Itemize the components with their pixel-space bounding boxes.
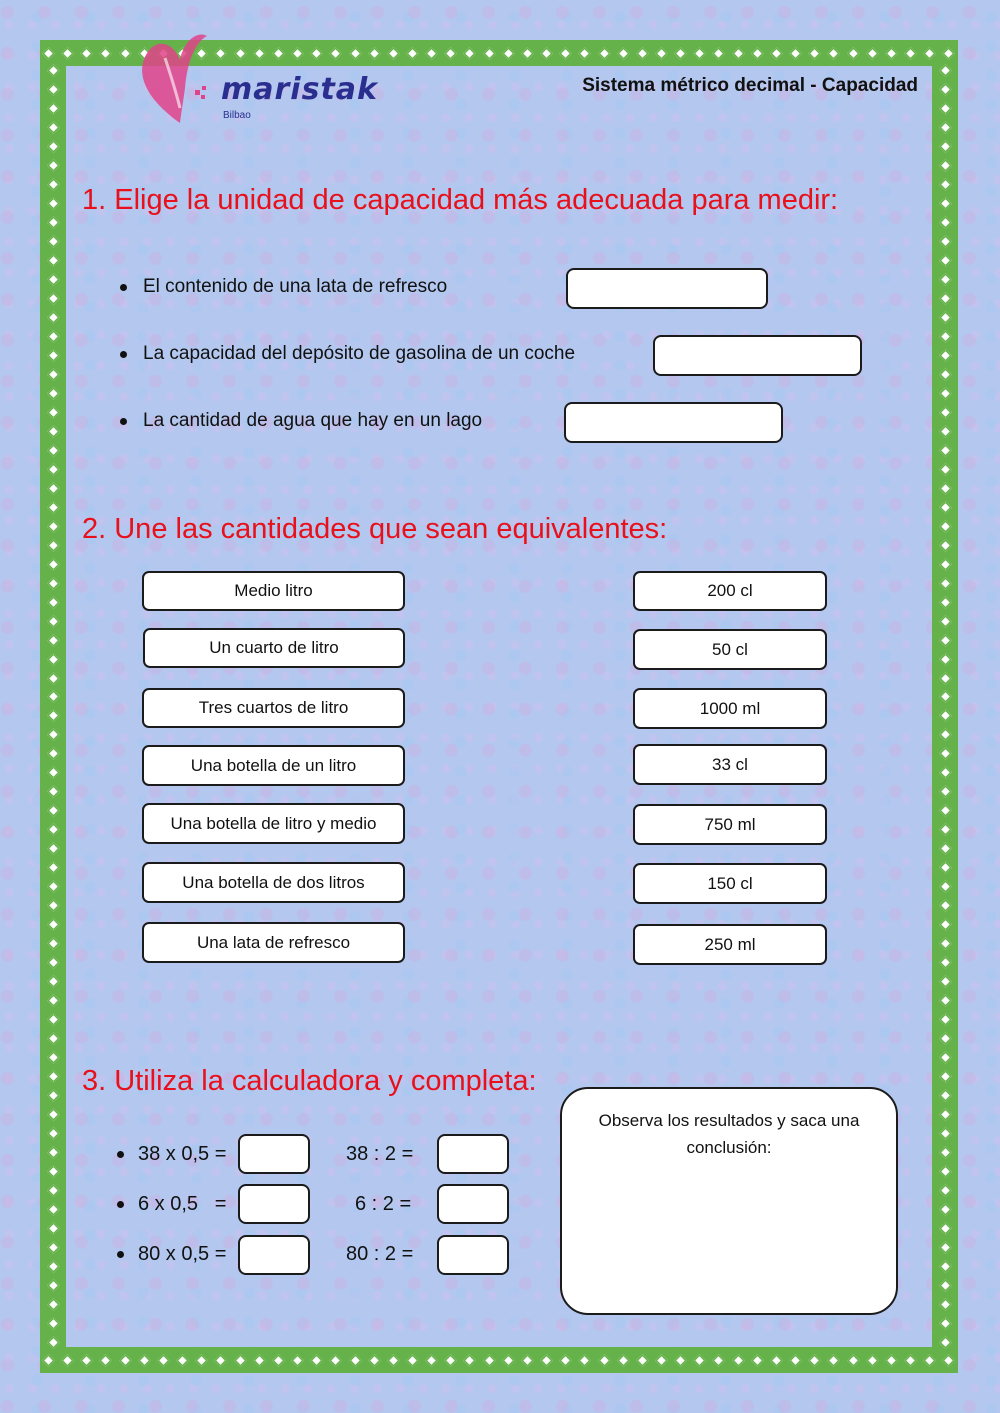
border-diamond-icon — [939, 558, 952, 571]
calc-div-label: 80 : 2 = — [346, 1243, 414, 1265]
calc-mult-label: 80 x 0,5 = — [138, 1243, 227, 1265]
border-diamonds-right — [932, 66, 958, 1347]
border-diamond-icon — [939, 899, 952, 912]
border-diamond-icon — [47, 1336, 60, 1349]
border-diamond-icon — [406, 1354, 419, 1367]
border-diamond-icon — [939, 178, 952, 191]
border-diamond-icon — [939, 634, 952, 647]
border-diamond-icon — [655, 1354, 668, 1367]
border-diamond-icon — [939, 1317, 952, 1330]
border-diamond-icon — [885, 47, 898, 60]
border-diamond-icon — [47, 1241, 60, 1254]
border-diamond-icon — [939, 444, 952, 457]
calc-div-label: 38 : 2 = — [346, 1143, 414, 1165]
border-diamond-icon — [47, 842, 60, 855]
section2-title: 2. Une las cantidades que sean equivalentes: — [82, 513, 668, 545]
border-diamond-icon — [47, 501, 60, 514]
border-diamond-icon — [47, 1260, 60, 1273]
border-diamond-icon — [770, 1354, 783, 1367]
border-diamond-icon — [47, 748, 60, 761]
match-right-item[interactable]: 1000 ml — [633, 688, 827, 729]
border-diamond-icon — [939, 1089, 952, 1102]
border-diamond-icon — [272, 1354, 285, 1367]
border-diamond-icon — [866, 1354, 879, 1367]
border-diamond-icon — [47, 691, 60, 704]
border-diamond-icon — [47, 520, 60, 533]
border-diamond-icon — [47, 1051, 60, 1064]
answer-box-lata[interactable] — [566, 268, 768, 309]
border-diamond-icon — [939, 368, 952, 381]
border-diamond-icon — [939, 463, 952, 476]
heart-logo-icon — [135, 28, 225, 128]
border-diamond-icon — [349, 1354, 362, 1367]
match-right-item[interactable]: 250 ml — [633, 924, 827, 965]
border-diamond-icon — [617, 1354, 630, 1367]
border-diamond-icon — [939, 349, 952, 362]
border-diamond-icon — [47, 786, 60, 799]
border-diamond-icon — [521, 1354, 534, 1367]
match-left-item[interactable]: Tres cuartos de litro — [142, 688, 405, 728]
logo-text: maristak — [221, 72, 378, 107]
border-diamond-icon — [939, 482, 952, 495]
border-diamond-icon — [847, 47, 860, 60]
border-diamond-icon — [939, 1241, 952, 1254]
border-diamond-icon — [47, 425, 60, 438]
match-left-item[interactable]: Una botella de un litro — [142, 745, 405, 786]
border-diamond-icon — [942, 47, 955, 60]
border-diamond-icon — [80, 1354, 93, 1367]
border-diamond-icon — [939, 577, 952, 590]
match-left-item[interactable]: Una lata de refresco — [142, 922, 405, 963]
border-diamond-icon — [47, 1089, 60, 1102]
border-diamond-icon — [939, 292, 952, 305]
border-diamond-icon — [693, 47, 706, 60]
border-diamond-icon — [47, 861, 60, 874]
bullet-icon — [120, 351, 127, 358]
border-diamond-icon — [291, 1354, 304, 1367]
border-diamond-icon — [47, 406, 60, 419]
border-diamond-icon — [751, 1354, 764, 1367]
section3-title: 3. Utiliza la calculadora y completa: — [82, 1065, 537, 1097]
border-diamond-icon — [598, 1354, 611, 1367]
border-diamond-icon — [939, 83, 952, 96]
border-diamond-icon — [847, 1354, 860, 1367]
border-diamond-icon — [47, 311, 60, 324]
border-diamond-icon — [521, 47, 534, 60]
calc-mult-label: 6 x 0,5 = — [138, 1193, 227, 1215]
bullet-icon — [120, 418, 127, 425]
border-diamond-icon — [47, 197, 60, 210]
border-diamond-icon — [47, 444, 60, 457]
answer-box-lago[interactable] — [564, 402, 783, 443]
section1-item — [120, 410, 482, 432]
border-diamond-icon — [636, 1354, 649, 1367]
border-diamond-icon — [939, 425, 952, 438]
border-diamond-icon — [47, 596, 60, 609]
border-diamond-icon — [368, 1354, 381, 1367]
border-diamond-icon — [939, 842, 952, 855]
border-diamond-icon — [939, 1127, 952, 1140]
border-diamond-icon — [904, 47, 917, 60]
border-diamond-icon — [939, 254, 952, 267]
border-diamond-icon — [329, 1354, 342, 1367]
border-diamond-icon — [215, 1354, 228, 1367]
bullet-icon — [117, 1201, 124, 1208]
match-right-item[interactable]: 50 cl — [633, 629, 827, 670]
border-diamond-icon — [42, 47, 55, 60]
border-diamond-icon — [47, 102, 60, 115]
border-diamond-icon — [444, 1354, 457, 1367]
border-diamond-icon — [47, 880, 60, 893]
border-diamond-icon — [47, 368, 60, 381]
answer-box-deposito[interactable] — [653, 335, 862, 376]
border-diamond-icon — [939, 387, 952, 400]
border-diamond-icon — [939, 691, 952, 704]
bullet-icon — [120, 284, 127, 291]
border-diamond-icon — [47, 178, 60, 191]
border-diamond-icon — [47, 83, 60, 96]
border-diamond-icon — [80, 47, 93, 60]
border-diamond-icon — [939, 880, 952, 893]
border-diamond-icon — [310, 1354, 323, 1367]
border-diamond-icon — [939, 501, 952, 514]
border-diamond-icon — [483, 1354, 496, 1367]
border-diamond-icon — [789, 1354, 802, 1367]
border-diamond-icon — [47, 956, 60, 969]
border-diamond-icon — [939, 994, 952, 1007]
border-diamond-icon — [939, 1108, 952, 1121]
conclusion-prompt: Observa los resultados y saca una conclusión: — [598, 1111, 860, 1157]
border-diamond-icon — [425, 1354, 438, 1367]
calc-mult-label: 38 x 0,5 = — [138, 1143, 227, 1165]
border-diamond-icon — [939, 653, 952, 666]
border-diamond-icon — [387, 1354, 400, 1367]
border-diamond-icon — [579, 1354, 592, 1367]
border-diamond-icon — [939, 121, 952, 134]
border-diamond-icon — [904, 1354, 917, 1367]
calc-answer-box[interactable] — [437, 1235, 509, 1275]
border-diamond-icon — [176, 1354, 189, 1367]
border-diamond-icon — [939, 1222, 952, 1235]
border-diamond-icon — [939, 330, 952, 343]
border-diamond-icon — [253, 1354, 266, 1367]
border-diamond-icon — [502, 47, 515, 60]
match-right-item[interactable]: 200 cl — [633, 571, 827, 611]
border-diamond-icon — [732, 47, 745, 60]
border-diamond-icon — [828, 1354, 841, 1367]
match-left-item[interactable]: Medio litro — [142, 571, 405, 611]
border-diamond-icon — [939, 197, 952, 210]
border-diamond-icon — [674, 1354, 687, 1367]
border-diamond-icon — [47, 615, 60, 628]
border-diamond-icon — [939, 311, 952, 324]
section1-item-label: El contenido de una lata de refresco — [143, 276, 448, 297]
border-diamond-icon — [157, 1354, 170, 1367]
maristak-logo — [135, 28, 378, 128]
border-diamond-icon — [939, 710, 952, 723]
border-diamond-icon — [47, 482, 60, 495]
border-diamond-icon — [939, 64, 952, 77]
border-diamond-icon — [47, 634, 60, 647]
border-diamond-icon — [47, 1146, 60, 1159]
border-diamond-icon — [47, 1222, 60, 1235]
border-diamond-icon — [47, 1298, 60, 1311]
match-right-item[interactable]: 33 cl — [633, 744, 827, 785]
calc-answer-box[interactable] — [238, 1134, 310, 1174]
border-diamond-icon — [939, 786, 952, 799]
border-diamond-icon — [47, 653, 60, 666]
calc-answer-box[interactable] — [437, 1134, 509, 1174]
border-diamond-icon — [47, 1317, 60, 1330]
border-diamond-icon — [942, 1354, 955, 1367]
border-diamond-icon — [100, 47, 113, 60]
border-diamond-icon — [47, 463, 60, 476]
border-diamond-icon — [387, 47, 400, 60]
border-diamond-icon — [47, 1279, 60, 1292]
border-diamonds-bottom — [44, 1347, 954, 1373]
border-diamond-icon — [939, 1298, 952, 1311]
border-diamond-icon — [885, 1354, 898, 1367]
border-diamond-icon — [939, 956, 952, 969]
calc-answer-box[interactable] — [238, 1235, 310, 1275]
border-diamond-icon — [939, 824, 952, 837]
border-diamond-icon — [939, 1184, 952, 1197]
border-diamond-icon — [939, 102, 952, 115]
border-diamond-icon — [939, 406, 952, 419]
border-diamond-icon — [636, 47, 649, 60]
border-diamond-icon — [540, 1354, 553, 1367]
border-diamond-icon — [47, 1203, 60, 1216]
border-diamond-icon — [234, 1354, 247, 1367]
match-left-item[interactable]: Una botella de dos litros — [142, 862, 405, 903]
border-diamond-icon — [47, 1165, 60, 1178]
border-diamond-icon — [47, 539, 60, 552]
border-diamond-icon — [579, 47, 592, 60]
border-diamond-icon — [47, 994, 60, 1007]
border-diamond-icon — [939, 1203, 952, 1216]
border-diamond-icon — [42, 1354, 55, 1367]
border-diamond-icon — [939, 596, 952, 609]
border-diamond-icon — [406, 47, 419, 60]
border-diamond-icon — [47, 1127, 60, 1140]
calc-answer-box[interactable] — [437, 1184, 509, 1224]
border-diamond-icon — [713, 1354, 726, 1367]
border-diamond-icon — [939, 1032, 952, 1045]
border-diamond-icon — [939, 937, 952, 950]
bullet-icon — [117, 1151, 124, 1158]
border-diamond-icon — [47, 767, 60, 780]
border-diamond-icon — [770, 47, 783, 60]
border-diamonds-left — [40, 66, 66, 1347]
match-left-item[interactable]: Una botella de litro y medio — [142, 803, 405, 844]
border-diamond-icon — [939, 1165, 952, 1178]
border-diamond-icon — [751, 47, 764, 60]
border-diamond-icon — [939, 520, 952, 533]
border-diamond-icon — [939, 805, 952, 818]
border-diamond-icon — [47, 1184, 60, 1197]
border-diamond-icon — [939, 748, 952, 761]
border-diamond-icon — [119, 1354, 132, 1367]
border-diamond-icon — [939, 273, 952, 286]
border-diamond-icon — [138, 1354, 151, 1367]
bullet-icon — [117, 1251, 124, 1258]
border-diamond-icon — [47, 1108, 60, 1121]
match-right-item[interactable]: 150 cl — [633, 863, 827, 904]
border-diamond-icon — [47, 899, 60, 912]
border-diamond-icon — [939, 1051, 952, 1064]
border-diamond-icon — [47, 975, 60, 988]
border-diamond-icon — [464, 47, 477, 60]
border-diamond-icon — [47, 1070, 60, 1083]
border-diamond-icon — [713, 47, 726, 60]
border-diamond-icon — [47, 140, 60, 153]
border-diamond-icon — [47, 918, 60, 931]
calc-div-label: 6 : 2 = — [355, 1193, 412, 1215]
border-diamond-icon — [939, 729, 952, 742]
border-diamond-icon — [47, 824, 60, 837]
border-diamond-icon — [47, 216, 60, 229]
border-diamond-icon — [47, 64, 60, 77]
border-diamond-icon — [939, 1279, 952, 1292]
border-diamond-icon — [808, 47, 821, 60]
border-diamond-icon — [47, 349, 60, 362]
border-diamond-icon — [939, 235, 952, 248]
border-diamond-icon — [939, 1070, 952, 1083]
page-title: Sistema métrico decimal - Capacidad — [582, 75, 918, 96]
border-diamond-icon — [47, 235, 60, 248]
border-diamond-icon — [939, 159, 952, 172]
section1-item — [120, 276, 447, 298]
border-diamond-icon — [655, 47, 668, 60]
border-diamond-icon — [47, 387, 60, 400]
border-diamond-icon — [444, 47, 457, 60]
section1-title: 1. Elige la unidad de capacidad más adecuada para medir: — [82, 184, 839, 216]
border-diamond-icon — [693, 1354, 706, 1367]
border-diamond-icon — [866, 47, 879, 60]
border-diamond-icon — [808, 1354, 821, 1367]
border-diamond-icon — [47, 558, 60, 571]
border-diamond-icon — [47, 710, 60, 723]
border-diamond-icon — [939, 672, 952, 685]
border-diamond-icon — [425, 47, 438, 60]
border-diamond-icon — [939, 975, 952, 988]
border-diamond-icon — [789, 47, 802, 60]
border-diamond-icon — [939, 140, 952, 153]
border-diamond-icon — [939, 1013, 952, 1026]
border-diamond-icon — [100, 1354, 113, 1367]
border-diamond-icon — [47, 805, 60, 818]
border-diamond-icon — [939, 1146, 952, 1159]
border-diamond-icon — [617, 47, 630, 60]
match-left-item[interactable]: Un cuarto de litro — [143, 628, 405, 668]
border-diamond-icon — [47, 672, 60, 685]
border-diamond-icon — [559, 1354, 572, 1367]
border-diamond-icon — [939, 1260, 952, 1273]
logo-subtitle: Bilbao — [223, 110, 251, 121]
border-diamond-icon — [47, 1013, 60, 1026]
border-diamond-icon — [483, 47, 496, 60]
border-diamond-icon — [939, 861, 952, 874]
section1-item-label: La capacidad del depósito de gasolina de un coche — [143, 343, 576, 364]
border-diamond-icon — [502, 1354, 515, 1367]
calc-answer-box[interactable] — [238, 1184, 310, 1224]
match-right-item[interactable]: 750 ml — [633, 804, 827, 845]
border-diamond-icon — [939, 615, 952, 628]
border-diamond-icon — [939, 918, 952, 931]
border-diamond-icon — [47, 292, 60, 305]
section1-item — [120, 343, 575, 365]
border-diamond-icon — [828, 47, 841, 60]
border-diamond-icon — [598, 47, 611, 60]
border-diamond-icon — [732, 1354, 745, 1367]
border-diamond-icon — [923, 1354, 936, 1367]
border-diamond-icon — [47, 1032, 60, 1045]
border-diamond-icon — [47, 330, 60, 343]
border-diamond-icon — [47, 937, 60, 950]
section1-item-label: La cantidad de agua que hay en un lago — [143, 410, 483, 431]
border-diamond-icon — [939, 767, 952, 780]
border-diamond-icon — [61, 1354, 74, 1367]
border-diamond-icon — [47, 729, 60, 742]
border-diamond-icon — [464, 1354, 477, 1367]
border-diamond-icon — [939, 539, 952, 552]
border-diamond-icon — [47, 577, 60, 590]
border-diamond-icon — [559, 47, 572, 60]
border-diamond-icon — [195, 1354, 208, 1367]
border-diamond-icon — [119, 47, 132, 60]
border-diamond-icon — [47, 254, 60, 267]
border-diamond-icon — [939, 216, 952, 229]
border-diamond-icon — [47, 273, 60, 286]
border-diamond-icon — [540, 47, 553, 60]
border-diamond-icon — [674, 47, 687, 60]
border-diamond-icon — [47, 121, 60, 134]
border-diamond-icon — [923, 47, 936, 60]
border-diamond-icon — [939, 1336, 952, 1349]
border-diamond-icon — [47, 159, 60, 172]
border-diamond-icon — [61, 47, 74, 60]
conclusion-box[interactable] — [560, 1087, 898, 1315]
